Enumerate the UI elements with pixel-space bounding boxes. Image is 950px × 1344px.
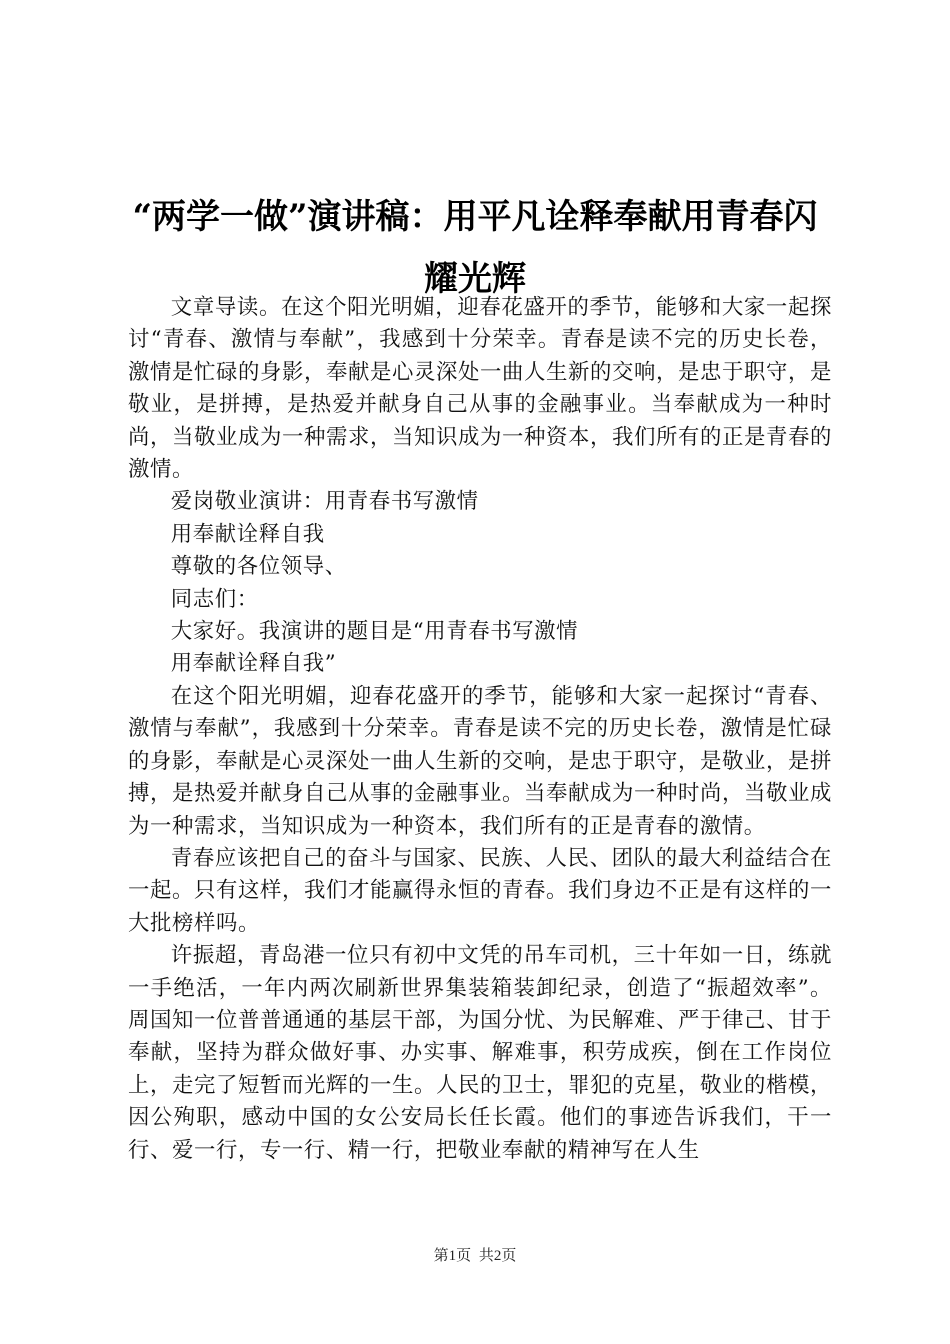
- paragraph: 大家好。我演讲的题目是“用青春书写激情: [170, 619, 579, 645]
- paragraph: 爱岗敬业演讲：用青春书写激情: [170, 489, 479, 515]
- paragraph: 同志们：: [170, 586, 259, 612]
- document-body: [128, 292, 832, 1167]
- paragraph: 尊敬的各位领导、: [170, 554, 347, 580]
- page-number: 第1页: [433, 1248, 472, 1264]
- paragraph: 青春应该把自己的奋斗与国家、民族、人民、团队的最大利益结合在一起。只有这样，我们才能赢得永恒的青春。我们身边不正是有这样的一大批榜样吗。: [128, 845, 832, 936]
- page-total: 共2页: [478, 1248, 517, 1264]
- page-footer: [0, 1244, 950, 1265]
- paragraph: 用奉献诠释自我: [170, 521, 325, 547]
- paragraph: 许振超，青岛港一位只有初中文凭的吊车司机，三十年如一日，练就一手绝活，一年内两次刷新世界集装箱装卸纪录，创造了“振超效率”。周国知一位普普通通的基层干部，为国分忧、为民解难、严于律己、甘于奉献，坚持为群众做好事、办实事、解难事，积劳成疾，倒在工作岗位上，走完了短暂而光辉的一生。人民的卫士，罪犯的克星，敬业的楷模，因公殉职，感动中国的女公安局长任长霞。他们的事迹告诉我们，干一行、爱一行，专一行、精一行，把敬业奉献的精神写在人生: [128, 943, 832, 1163]
- paragraph: 文章导读。在这个阳光明媚，迎春花盛开的季节，能够和大家一起探讨“青春、激情与奉献”，我感到十分荣幸。青春是读不完的历史长卷，激情是忙碌的身影，奉献是心灵深处一曲人生新的交响，是忠于职守，是敬业，是拼搏，是热爱并献身自己从事的金融事业。当奉献成为一种时尚，当敬业成为一种需求，当知识成为一种资本，我们所有的正是青春的激情。: [128, 295, 832, 483]
- paragraph: 在这个阳光明媚，迎春花盛开的季节，能够和大家一起探讨“青春、激情与奉献”，我感到十分荣幸。青春是读不完的历史长卷，激情是忙碌的身影，奉献是心灵深处一曲人生新的交响，是忠于职守，是敬业，是拼搏，是热爱并献身自己从事的金融事业。当奉献成为一种时尚，当敬业成为一种需求，当知识成为一种资本，我们所有的正是青春的激情。: [128, 683, 832, 839]
- document-title: “两学一做”演讲稿：用平凡诠释奉献用青春闪耀光辉: [132, 197, 818, 299]
- paragraph: 用奉献诠释自我”: [170, 651, 337, 677]
